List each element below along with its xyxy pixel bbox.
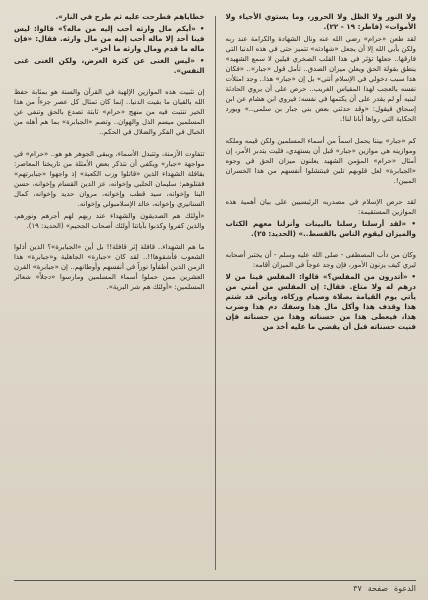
paragraph-gap — [226, 127, 417, 136]
body-paragraph: «أولئك هم الصديقون والشهداء عند ربهم لهم أجرهم ونورهم، والذين كفروا وكذبوا بآياتنا أولئك أصحاب الجحيم» (الحديد: ١٩). — [14, 211, 205, 230]
quotation-paragraph: • «أيكم مال وارثه أحب إليه من ماله؟» قالوا: ليس فينا أحد إلا ماله أحب إليه من مال وارثه. فقال: «فإن ماله ما قدم ومال وارثه ما أخر». — [14, 24, 205, 54]
paragraph-gap — [226, 241, 417, 250]
page-number: ٣٧ — [353, 584, 362, 593]
body-paragraph: وكان من دأب المصطفى - صلى الله عليه وسلم - أن يختبر أصحابه ليري كيف يزنون الأمور، فإن وجد عوجاً في الميزان أقامه: — [225, 250, 416, 269]
body-paragraph: لقد حرص الإسلام في مصدريه الرئيسيين على بيان أهمية هذه الموازين المستقيمة: — [225, 197, 416, 216]
left-column — [14, 12, 205, 574]
page-footer — [14, 580, 416, 593]
quotation-paragraph: ولا النور ولا الظل ولا الحرور، وما يستوي الأحياء ولا الأموات» (فاطر: ١٩ - ٢٢). — [225, 12, 416, 32]
body-paragraph: لقد طعن «حرام» رضي الله عنه ونال الشهادة والكرامة عند ربه ولكن بأبي الله إلا أن يجعل «شهادته» تتميز حتى في هذه الدنيا التي فارقها.. جعلها تؤثر في هذا القلب الصخري فيلين لا سمع الشهيد» ينطق بقولة الحق ويعلن ميزان الصدق.. تأمل قول «جبار».. «فكان هذا سبب دخولي في الإسلام أنتي» بل إن «جبار» هذا.. وجد امتلأت نفسه بالعجب لهذا المقياس الغريب.. حرص على أن يروي الحادثة لبنيه أو لم يقدر على أن يكتمها في نفسه: فيروي ابن هشام عن ابن إسحاق فيقول: «وقد حدثني بعض بني جبار بن سلمى..» ويورد الحكاية التي رواها أبانا لنا!. — [225, 35, 416, 124]
quotation-paragraph: • «لقد أرسلنا رسلنا بالبينات وأنزلنا معهم الكتاب والميزان ليقوم الناس بالقسط..» (الحديد: ٢٥). — [225, 218, 416, 238]
paragraph-gap — [14, 140, 205, 149]
right-column — [226, 12, 417, 574]
page-word: صفحة — [367, 584, 389, 593]
folio — [353, 584, 416, 593]
quotation-paragraph: خطاياهم فطرحت عليه ثم طرح في النار». — [55, 12, 205, 21]
paragraph-gap — [226, 188, 417, 197]
column-divider — [215, 16, 216, 570]
body-paragraph: كم «جبار» بيننا يحمل اسماً من أسماء المسلمين ولكن قيمه وملكه وموازينه هي موازين «جبار» قبل أن يستهدي، فليت يتدبر الأمر، إن أمثال «حرام» المؤمن الشهيد يعلنون ميزان الحق في وجوه «الجبابرة» لعل قلوبهم تلين فينتشلوا أنفسهم من هذا الخسران المبين!. — [225, 136, 416, 185]
paragraph-gap — [14, 233, 205, 242]
body-paragraph: إن تثبيت هذه الموازين الإلهية في القرآن والسنة هو بمثابة حفظ الله بالقيان ما بقيت الدنيا.. إنما كان تمثال كل عصر جزءاً من هذا الخير تنتبت فيه من منهج «حرام» ثابتة تصدع بالحق وتنفي عن المسلمين ميسم الذل والهوان.. وتصم «الجبابرة» بما هم أهله من الخبال في الفكر والضلال في الحكم.. — [14, 88, 205, 137]
paragraph-gap — [14, 78, 205, 87]
body-paragraph: ما هم الشهداء.. قافلة إثر قافلة!! بل أين «الجبابرة»؟ الذين أذلوا الشعوب فأشقوها!!.. لقد كان «جبارة» الجاهلية و«جبابرة» هذا الزمن الذين أطفأوا نوراً في أنفسهم وأوطانهم.. إن «جبابرة» القرن العشرين ممن حملوا أسماء المسلمين ومارسوا «دجلاً» شعائر المسلمين: «أولئك هم شر البرية». — [14, 242, 205, 292]
body-paragraph: تتفاوت الأزمنة، وتتبدل الأسماء، ويبقى الجوهر هو هو.. «حرام» في مواجهة «جبار» ويكفي أن نتذكر بعض الأمثلة من تاريخنا المعاصر: بقافلة الشهداء الذين «قاتلوا ورب الكعبة» إذ واجهوا «جبابرتهم» فقتلوهم: سليمان الحلبي وإخوانه، عز الدين القسام وإخوانه، حسن البنا وإخوانه، سيد قطب وإخوانه، مروان حديد وإخوانه، كمال السنانيري وإخوانه، خالد الإسلامبولي وإخوانه. — [14, 149, 205, 208]
article-columns — [14, 12, 416, 574]
quotation-paragraph: • «ليس الغنى عن كثرة العرض، ولكن الغنى غنى النفس». — [14, 56, 205, 76]
publication-name: الدعوة — [394, 584, 416, 593]
quotation-paragraph: • «أتدرون من المفلس؟» قالوا: المفلس فينا من لا درهم له ولا متاع. فقال: إن المفلس من أمتي من يأتي يوم القيامة بصلاة وصيام وزكاة، ويأتي قد شتم هذا وقذف هذا وأكل مال هذا وسفك دم هذا وضرب هذا، فيعطى هذا من حسناته وهذا من حسناته فإن فنيت حسناته قبل أن يقضي ما عليه أخذ من — [225, 272, 416, 332]
